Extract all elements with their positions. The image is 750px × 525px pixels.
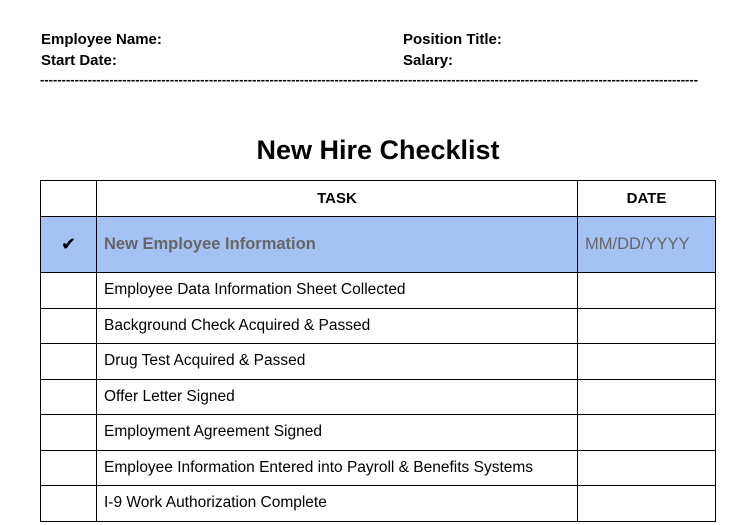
- table-row: [41, 450, 716, 486]
- check-column-header: [41, 181, 97, 217]
- table-row: [41, 415, 716, 451]
- date-cell[interactable]: [578, 450, 716, 486]
- task-cell: Offer Letter Signed: [97, 379, 578, 415]
- date-cell[interactable]: [578, 486, 716, 522]
- section-title: New Employee Information: [97, 217, 578, 273]
- start-date-label: Start Date:: [41, 52, 117, 69]
- check-cell[interactable]: [41, 308, 97, 344]
- table-row: [41, 273, 716, 309]
- task-cell: Employment Agreement Signed: [97, 415, 578, 451]
- date-cell[interactable]: [578, 308, 716, 344]
- employee-name-label: Employee Name:: [41, 31, 162, 48]
- date-cell[interactable]: [578, 344, 716, 380]
- check-cell[interactable]: [41, 273, 97, 309]
- table-header-row: [41, 181, 716, 217]
- table-row: [41, 379, 716, 415]
- date-cell[interactable]: [578, 273, 716, 309]
- table-row: [41, 486, 716, 522]
- date-cell[interactable]: [578, 379, 716, 415]
- table-row: [41, 308, 716, 344]
- task-cell: I-9 Work Authorization Complete: [97, 486, 578, 522]
- task-cell: Background Check Acquired & Passed: [97, 308, 578, 344]
- checklist-table: [40, 180, 716, 522]
- check-mark-icon: ✔: [41, 217, 97, 273]
- check-cell[interactable]: [41, 450, 97, 486]
- date-cell[interactable]: [578, 415, 716, 451]
- check-cell[interactable]: [41, 415, 97, 451]
- check-cell[interactable]: [41, 344, 97, 380]
- table-row: [41, 344, 716, 380]
- position-title-label: Position Title:: [403, 31, 502, 48]
- task-cell: Employee Information Entered into Payroll & Benefits Systems: [97, 450, 578, 486]
- date-placeholder[interactable]: MM/DD/YYYY: [578, 217, 716, 273]
- date-column-header: DATE: [578, 181, 716, 217]
- section-row-new-employee-information: [41, 217, 716, 273]
- check-cell[interactable]: [41, 379, 97, 415]
- task-column-header: TASK: [97, 181, 578, 217]
- header-divider: --------------------------------------------------------------------------------------------------------------------------------------------------------: [40, 72, 699, 87]
- page-title: New Hire Checklist: [256, 135, 500, 165]
- task-cell: Drug Test Acquired & Passed: [97, 344, 578, 380]
- task-cell: Employee Data Information Sheet Collected: [97, 273, 578, 309]
- check-cell[interactable]: [41, 486, 97, 522]
- salary-label: Salary:: [403, 52, 454, 69]
